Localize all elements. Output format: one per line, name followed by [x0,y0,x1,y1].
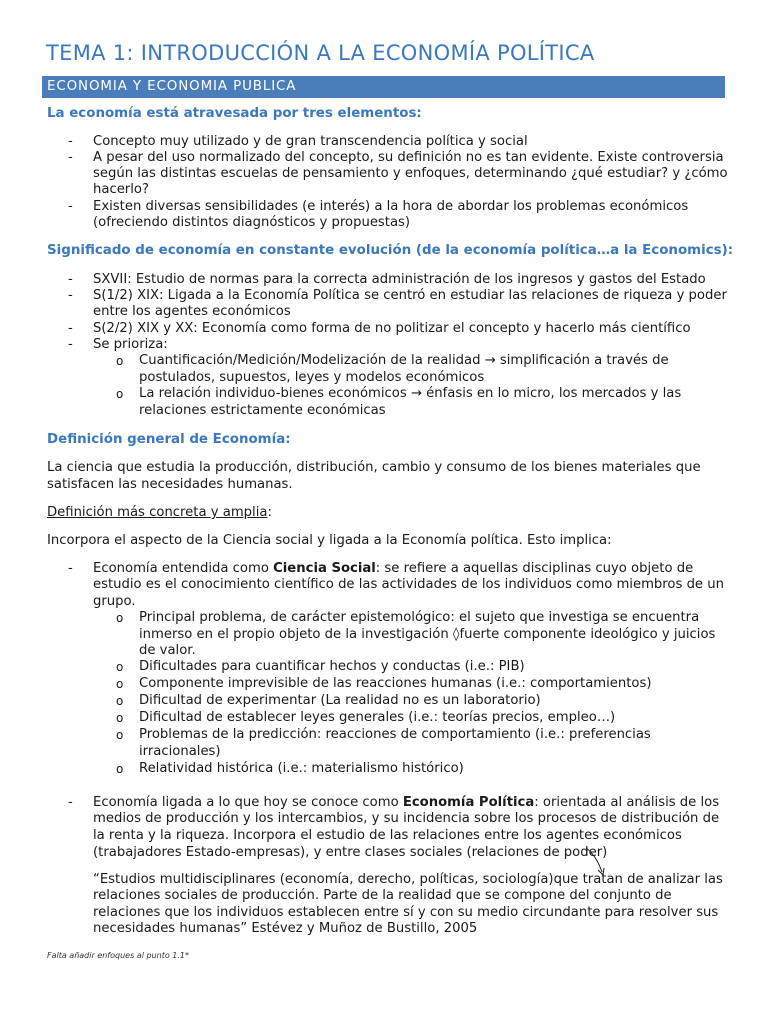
list-item-text: : orientada al análisis de los [534,795,720,810]
list-marker: - [68,321,73,336]
quote-line: necesidades humanas” Estévez y Muñoz de Bustillo, 2005 [93,921,478,936]
quote-line: relaciones sociales de producción. Parte de la realidad que se compone del conjunto de [93,888,672,903]
sublist-marker: o [116,354,124,368]
list-item-cont: según las distintas escuelas de pensamiento y enfoques, determinando ¿qué estudiar? y ¿cómo [93,166,728,181]
list-item-text: : se refiere a aquellas disciplinas cuyo objeto de [375,561,694,576]
sublist-marker: o [116,611,124,625]
list-item: S(2/2) XIX y XX: Economía como forma de no politizar el concepto y hacerlo más científico [93,321,691,336]
list-item-cont: estudio es el conocimiento científico de las actividades de los individuos como miembros de un [93,577,724,592]
list-marker: - [68,561,73,576]
bold-term: Ciencia Social [273,561,376,576]
sublist-item-cont: de valor. [139,643,196,658]
sublist-marker: o [116,694,124,708]
quote-line: “Estudios multidisciplinares (economía, derecho, políticas, sociología)que tratan de analizar las [93,872,723,887]
list-item: Existen diversas sensibilidades (e interés) a la hora de abordar los problemas económicos [93,199,689,214]
list-marker: - [68,795,73,810]
paragraph-line: La ciencia que estudia la producción, distribución, cambio y consumo de los bienes materiales que [47,460,701,475]
list-item-cont: grupo. [93,594,136,609]
list-marker: - [68,272,73,287]
quote-line: relaciones que los individuos establecen entre sí y con su medio circundante para resolver sus [93,905,719,920]
list-marker: - [68,288,73,303]
sublist-item: La relación individuo-bienes económicos → énfasis en lo micro, los mercados y las [139,386,682,401]
sublist-item: Problemas de la predicción: reacciones de comportamiento (i.e.: preferencias [139,727,651,742]
sublist-marker: o [116,387,124,401]
list-item-text: Economía ligada a lo que hoy se conoce como [93,795,403,810]
page-title: TEMA 1: INTRODUCCIÓN A LA ECONOMÍA POLÍTICA [46,41,595,65]
list-marker: - [68,150,73,165]
list-marker: - [68,199,73,214]
list-item-cont: (trabajadores Estado-empresas), y entre clases sociales (relaciones de poder) [93,845,608,860]
concrete-definition-label [47,505,272,520]
sublist-item: Componente imprevisible de las reacciones humanas (i.e.: comportamientos) [139,676,652,691]
sublist-marker: o [116,762,124,776]
list-item-cont: entre los agentes económicos [93,304,291,319]
list-item: A pesar del uso normalizado del concepto, su definición no es tan evidente. Existe controversia [93,150,724,165]
paragraph-line: satisfacen las necesidades humanas. [47,477,293,492]
bold-term: Economía Política [402,795,535,810]
concrete-definition-colon: : [267,505,272,520]
section-bar [42,76,725,98]
sublist-item-cont: postulados, supuestos, leyes y modelos económicos [139,370,485,385]
list-item-cont: (ofreciendo distintos diagnósticos y propuestas) [93,215,411,230]
list-item: Se prioriza: [93,337,168,352]
sublist-item: Dificultad de experimentar (La realidad no es un laboratorio) [139,693,541,708]
sublist-marker: o [116,711,124,725]
sublist-marker: o [116,677,124,691]
list-item-political-economy [93,795,719,810]
sublist-item: Relatividad histórica (i.e.: materialismo histórico) [139,761,464,776]
section-bar-label: ECONOMIA Y ECONOMIA PUBLICA [47,79,297,94]
list-item-cont: hacerlo? [93,182,149,197]
sublist-item-cont: inmerso en el propio objeto de la investigación ◊fuerte componente ideológico y juicios [139,627,716,642]
list-item: SXVII: Estudio de normas para la correcta administración de los ingresos y gastos del Estado [93,272,706,287]
sublist-item: Dificultades para cuantificar hechos y conductas (i.e.: PIB) [139,659,525,674]
sublist-marker: o [116,728,124,742]
list-marker: - [68,134,73,149]
sublist-item-cont: relaciones estrictamente económicas [139,403,386,418]
sublist-item: Cuantificación/Medición/Modelización de la realidad → simplificación a través de [139,353,669,368]
paragraph-line: Incorpora el aspecto de la Ciencia social y ligada a la Economía política. Esto implica: [47,533,612,548]
list-item-cont: la renta y la riqueza. Incorpora el estudio de las relaciones entre los agentes económicos [93,828,682,843]
footnote: Falta añadir enfoques al punto 1.1* [47,951,189,960]
list-item-text: Economía entendida como [93,561,274,576]
heading-evolution: Significado de economía en constante evolución (de la economía política…a la Economics): [47,243,734,258]
sublist-item: Principal problema, de carácter epistemológico: el sujeto que investiga se encuentra [139,610,700,625]
heading-general-definition: Definición general de Economía: [47,432,291,447]
list-item-cont: medios de producción y los intercambios, y su incidencia sobre los procesos de distribución de [93,811,720,826]
heading-three-elements: La economía está atravesada por tres elementos: [47,106,422,121]
list-item-social-science [93,561,693,576]
list-item: S(1/2) XIX: Ligada a la Economía Política se centró en estudiar las relaciones de riqueza y poder [93,288,727,303]
sublist-marker: o [116,660,124,674]
list-marker: - [68,337,73,352]
list-item: Concepto muy utilizado y de gran transcendencia política y social [93,134,528,149]
sublist-item-cont: irracionales) [139,744,221,759]
sublist-item: Dificultad de establecer leyes generales (i.e.: teorías precios, empleo…) [139,710,616,725]
concrete-definition-text: Definición más concreta y amplia [47,505,268,520]
